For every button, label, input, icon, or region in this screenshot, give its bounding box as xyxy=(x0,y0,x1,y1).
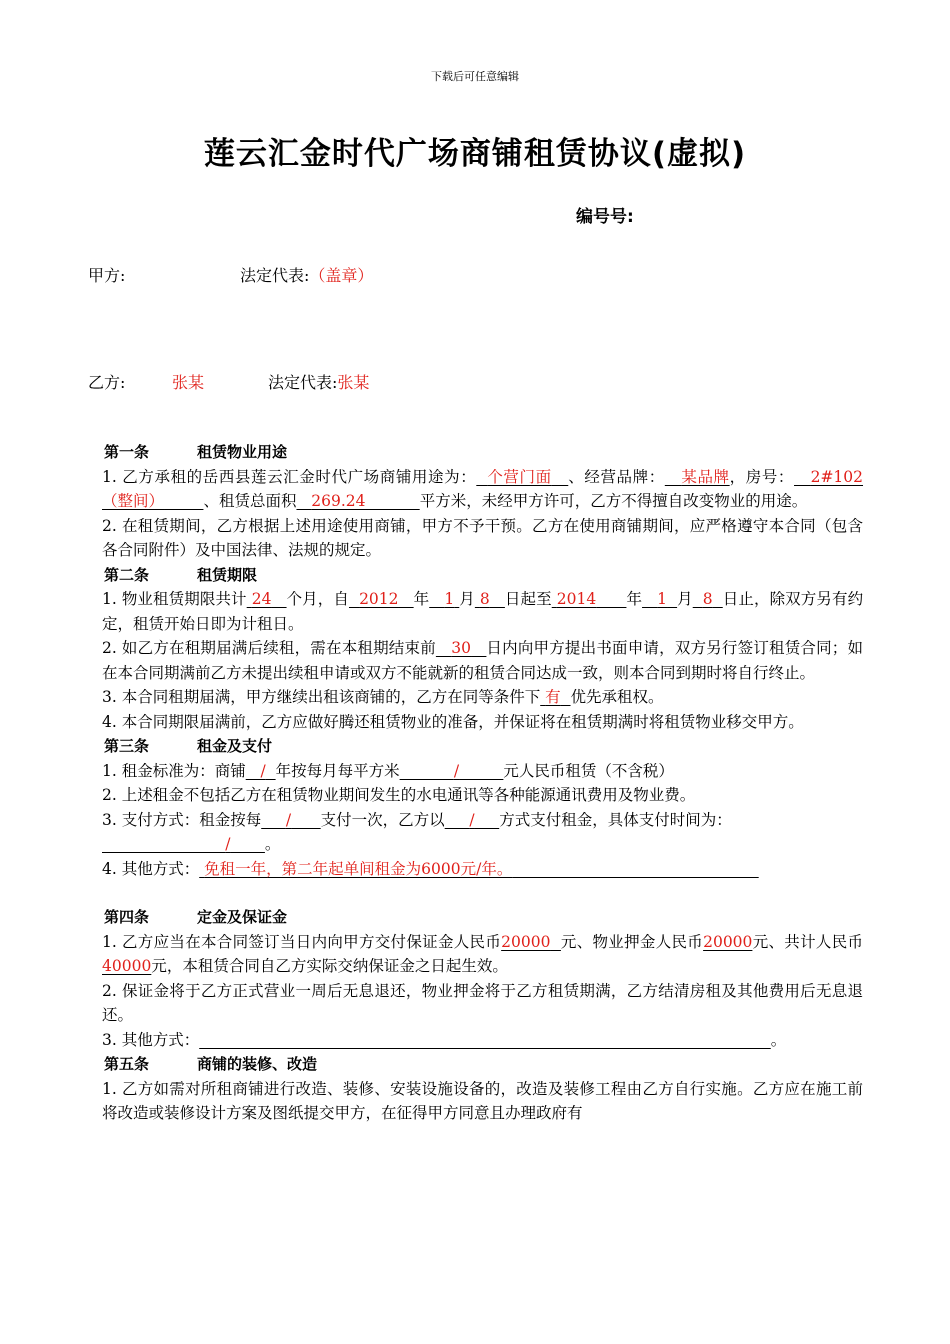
end-month: 1 xyxy=(657,590,668,608)
brand-value: 某品牌 xyxy=(681,467,730,486)
party-b-rep-label: 法定代表: xyxy=(268,373,338,392)
notice-days: 30 xyxy=(451,639,472,657)
article-2-clause-2: 2. 如乙方在租期届满后续租，需在本租期结束前 30 日内向甲方提出书面申请，双方另行签订租赁合同；如在本合同期满前乙方未提出续租申请或双方不能就新的租赁合同达成一致，则本合同到期时将自行终止。 xyxy=(102,639,864,682)
article-3-clause-2: 2. 上述租金不包括乙方在租赁物业期间发生的水电通讯等各种能源通讯费用及物业费。 xyxy=(102,786,696,804)
party-b-rep-name: 张某 xyxy=(337,373,370,392)
contract-body xyxy=(88,440,863,1126)
article-4-clause-3: 3. 其他方式： 。 xyxy=(102,1030,787,1049)
article-2-clause-1: 1. 物业租赁期限共计 24 个月，自 2012 年 1 月 8 日起至 2014 年 1 月 8 日止，除双方另有约定，租赁开始日即为计租日。 xyxy=(102,590,864,633)
party-a-rep xyxy=(240,263,373,286)
end-day: 8 xyxy=(702,590,713,608)
article-1-clause-1: 1. 乙方承租的岳西县莲云汇金时代广场商铺用途为： 个营门面 、经营品牌： 某品牌，房号： 2#102（整间） 、租赁总面积 269.24 平方米，未经甲方许可，乙方不得擅自改变物业的用途。 xyxy=(102,467,864,510)
article-4-heading: 第四条 定金及保证金 xyxy=(104,908,288,926)
article-3-heading: 第三条 租金及支付 xyxy=(104,737,273,755)
article-4-clause-1: 1. 乙方应当在本合同签订当日内向甲方交付保证金人民币20000 元、物业押金人民币20000元、共计人民币40000元，本租赁合同自乙方实际交纳保证金之日起生效。 xyxy=(102,932,863,975)
lease-months: 24 xyxy=(251,590,272,608)
priority-right: 有 xyxy=(545,688,561,706)
party-a-label: 甲方: xyxy=(88,266,126,285)
total-amount: 40000 xyxy=(102,957,152,975)
start-month: 1 xyxy=(444,590,455,608)
article-3-clause-3: 3. 支付方式：租金按每 / 支付一次，乙方以 / 方式支付租金，具体支付时间为： / 。 xyxy=(102,810,732,853)
start-day: 8 xyxy=(479,590,490,608)
party-a-seal: （盖章） xyxy=(309,266,374,285)
article-3-clause-4: 4. 其他方式： 免租一年，第二年起单间租金为6000元/年。 xyxy=(102,859,513,878)
property-deposit-amount: 20000 xyxy=(703,932,753,951)
contract-number-label: 编号号: xyxy=(576,207,634,227)
other-payment-value: 免租一年，第二年起单间租金为6000元/年。 xyxy=(204,859,513,878)
area-value: 269.24 xyxy=(311,492,366,510)
start-year: 2012 xyxy=(359,590,399,608)
article-5-clause-1: 1. 乙方如需对所租商铺进行改造、装修、安装设施设备的，改造及装修工程由乙方自行实施。乙方应在施工前将改造或装修设计方案及图纸提交甲方，在征得甲方同意且办理政府有 xyxy=(102,1079,863,1122)
end-year: 2014 xyxy=(556,590,597,608)
room-value: 2#102（整间） xyxy=(102,467,864,510)
article-1-clause-2: 2. 在租赁期间，乙方根据上述用途使用商铺，甲方不予干预。乙方在使用商铺期间，应严格遵守本合同（包含各合同附件）及中国法律、法规的规定。 xyxy=(102,516,863,559)
article-3-clause-1: 1. 租金标准为：商铺 / 年按每月每平方米 / 元人民币租赁（不含税） xyxy=(102,761,674,780)
header-note: 下载后可任意编辑 xyxy=(431,70,519,83)
article-2-clause-4: 4. 本合同期限届满前，乙方应做好腾还租赁物业的准备，并保证将在租赁期满时将租赁物业移交甲方。 xyxy=(102,712,804,731)
party-b-label: 乙方: xyxy=(88,373,126,392)
article-1-heading: 第一条 租赁物业用途 xyxy=(104,443,288,461)
article-2-heading: 第二条 租赁期限 xyxy=(104,565,258,584)
article-2-clause-3: 3. 本合同租期届满，甲方继续出租该商铺的，乙方在同等条件下 有 优先承租权。 xyxy=(102,688,664,706)
article-5-heading: 第五条 商铺的装修、改造 xyxy=(104,1055,318,1073)
party-b-name: 张某 xyxy=(172,373,205,392)
party-a-rep-label: 法定代表: xyxy=(240,266,310,285)
party-b-rep xyxy=(268,370,369,393)
article-4-clause-2: 2. 保证金将于乙方正式营业一周后无息退还，物业押金将于乙方租赁期满，乙方结清房租及其他费用后无息退还。 xyxy=(102,981,863,1024)
document-title: 莲云汇金时代广场商铺租赁协议(虚拟) xyxy=(203,136,747,172)
usage-value: 个营门面 xyxy=(487,467,552,486)
deposit-amount: 20000 xyxy=(501,932,551,951)
